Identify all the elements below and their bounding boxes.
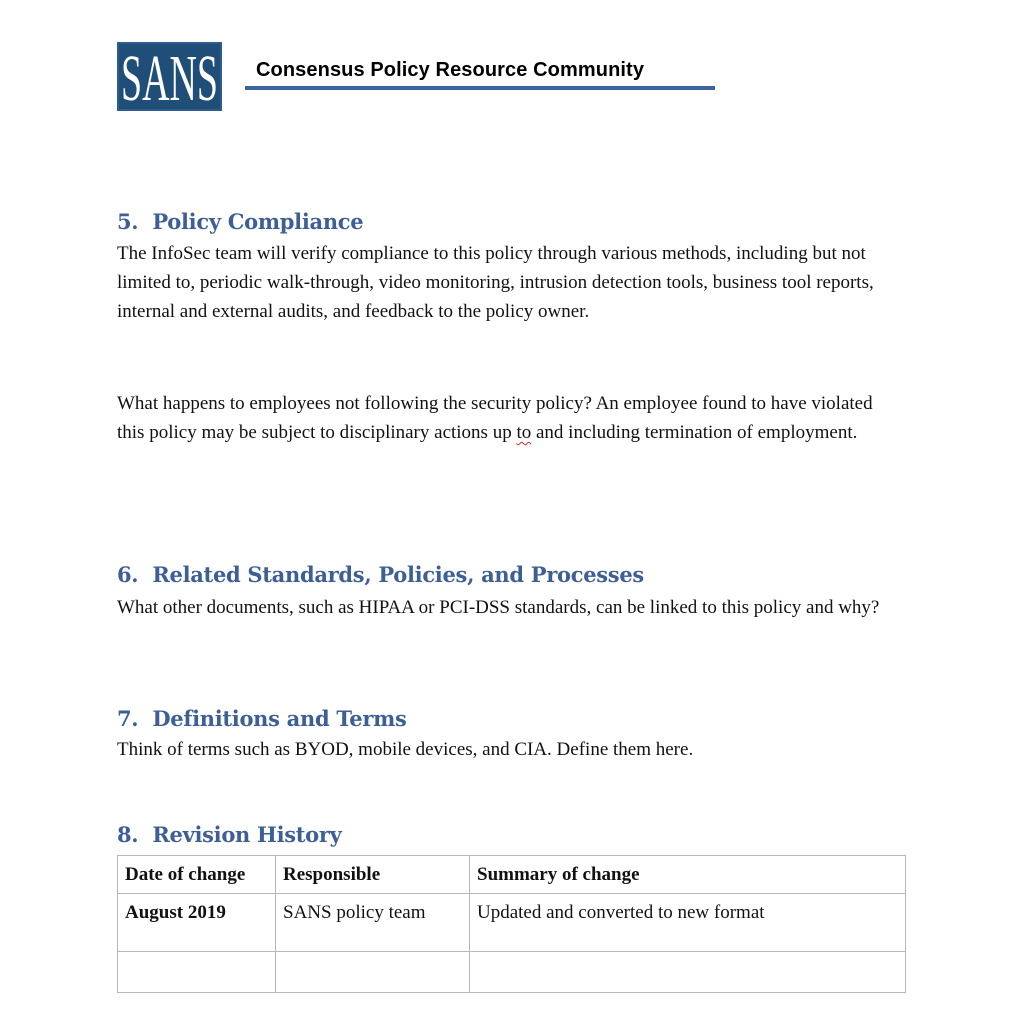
section-title: Related Standards, Policies, and Processes xyxy=(152,562,644,587)
cell-responsible[interactable]: SANS policy team xyxy=(276,894,470,952)
header-divider xyxy=(245,86,715,90)
header-title: Consensus Policy Resource Community xyxy=(256,59,645,81)
section-heading-policy-compliance xyxy=(117,209,363,234)
paragraph-text: What happens to employees not following the security policy? An employee found to have violated this policy may be subject to disciplinary actions up xyxy=(117,393,873,443)
sans-logo-mark xyxy=(119,41,220,115)
section-heading-related-standards xyxy=(117,562,644,587)
compliance-paragraph: The InfoSec team will verify compliance to this policy through various methods, including but not limited to, periodic walk-through, video monitoring, intrusion detection tools, business tool reports, internal and external audits, and feedback to the policy owner. xyxy=(117,243,874,322)
section-number: 6. xyxy=(117,562,139,587)
section-title: Definitions and Terms xyxy=(152,706,407,731)
table-row xyxy=(118,894,906,952)
cell-summary[interactable]: Updated and converted to new format xyxy=(470,894,906,952)
section-title: Revision History xyxy=(152,822,342,847)
revision-history-table xyxy=(117,855,906,993)
cell-date[interactable]: August 2019 xyxy=(118,894,276,952)
paragraph-text: and including termination of employment. xyxy=(531,422,858,443)
section-heading-definitions xyxy=(117,706,407,731)
column-header-date: Date of change xyxy=(118,856,276,894)
table-header-row xyxy=(118,856,906,894)
section-heading-revision-history xyxy=(117,822,342,847)
section-number: 7. xyxy=(117,706,139,731)
definitions-paragraph: Think of terms such as BYOD, mobile devices, and CIA. Define them here. xyxy=(117,739,694,760)
section-title: Policy Compliance xyxy=(152,209,364,234)
cell-date[interactable] xyxy=(118,952,276,993)
spellcheck-flagged-word[interactable]: to xyxy=(516,422,532,443)
table-row xyxy=(118,952,906,993)
related-paragraph: What other documents, such as HIPAA or PCI-DSS standards, can be linked to this policy and why? xyxy=(117,597,880,618)
sans-logo-text: SANS xyxy=(121,41,218,115)
cell-responsible[interactable] xyxy=(276,952,470,993)
column-header-summary: Summary of change xyxy=(470,856,906,894)
cell-summary[interactable] xyxy=(470,952,906,993)
sans-logo xyxy=(117,41,222,115)
section-number: 5. xyxy=(117,209,139,234)
column-header-responsible: Responsible xyxy=(276,856,470,894)
enforcement-paragraph xyxy=(117,389,897,447)
section-number: 8. xyxy=(117,822,139,847)
